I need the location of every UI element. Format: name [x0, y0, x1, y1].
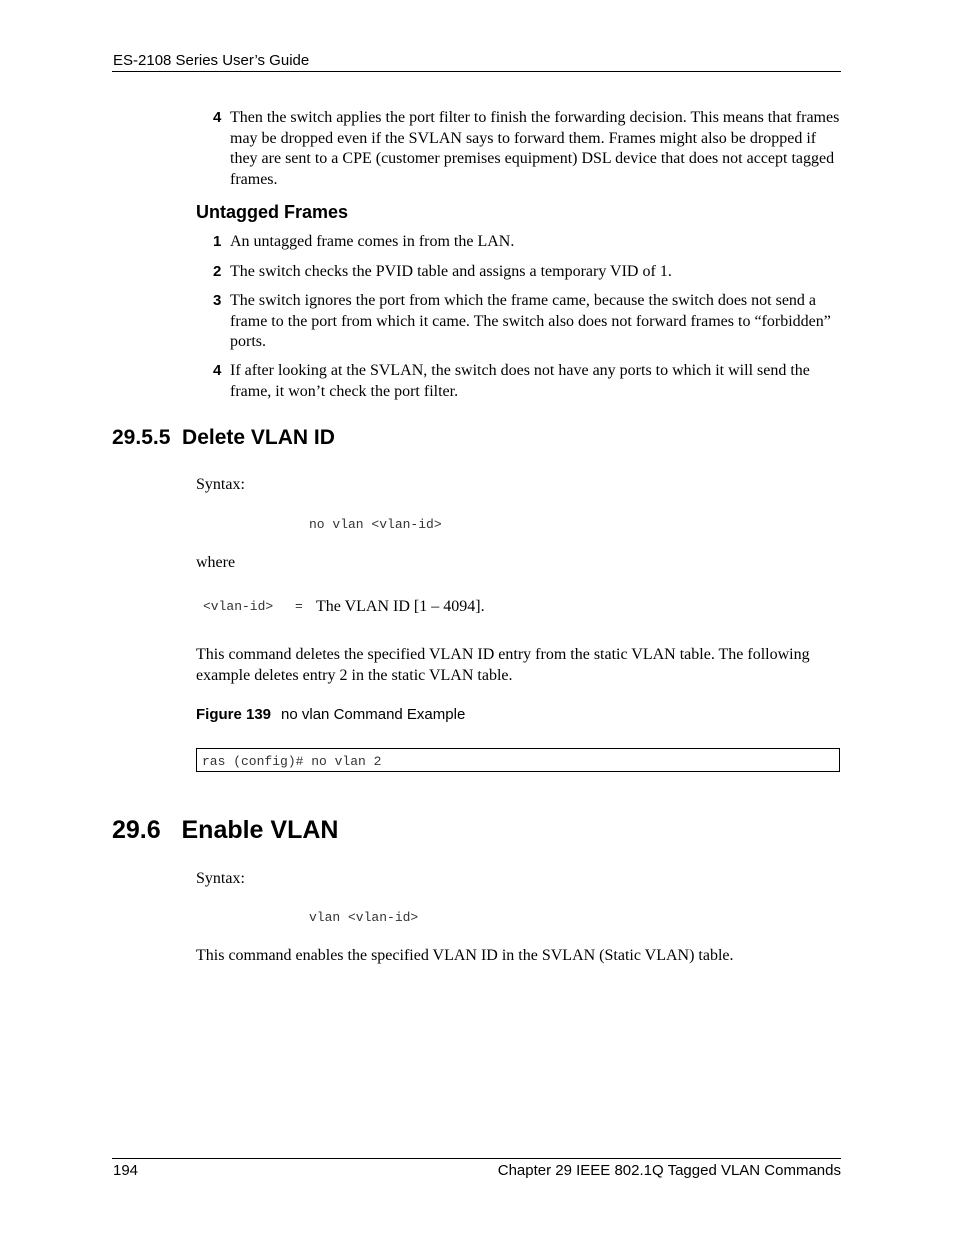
enable-vlan-heading: 29.6 Enable VLAN	[112, 816, 339, 844]
syntax-code: vlan <vlan-id>	[309, 910, 419, 925]
step-text: An untagged frame comes in from the LAN.	[230, 233, 515, 250]
param-description: The VLAN ID [1 – 4094].	[316, 598, 485, 615]
syntax-code: no vlan <vlan-id>	[309, 517, 442, 532]
chapter-title: Chapter 29 IEEE 802.1Q Tagged VLAN Commands	[497, 1162, 841, 1179]
step-text: The switch ignores the port from which the frame came, because the switch does not send a frame to the port from which it came. The switch also does not forward frames to “forbidden” ports.	[230, 292, 831, 350]
syntax-label: Syntax:	[196, 476, 245, 493]
running-header: ES-2108 Series User’s Guide	[113, 52, 310, 69]
page-number: 194	[113, 1162, 139, 1179]
example-code-box	[196, 748, 840, 772]
delete-vlan-heading-text: 29.5.5 Delete VLAN ID	[112, 426, 335, 449]
step-text: If after looking at the SVLAN, the switch does not have any ports to which it will send the frame, it won’t check the port filter.	[230, 362, 810, 400]
footer-rule	[112, 1158, 841, 1159]
step-text: The switch checks the PVID table and assigns a temporary VID of 1.	[230, 263, 672, 280]
untagged-frames-heading: Untagged Frames	[196, 202, 349, 222]
where-label: where	[196, 554, 236, 571]
step-number: 1	[213, 233, 222, 250]
step-text: Then the switch applies the port filter to finish the forwarding decision. This means that frames may be dropped even if the SVLAN says to forward them. Frames might also be dropped if they are sent to a CPE (customer premises equipment) DSL device that does not accept tagged frames.	[230, 109, 840, 188]
step-number: 2	[213, 263, 222, 280]
figure-caption	[196, 706, 465, 723]
param-name: <vlan-id>	[203, 599, 274, 614]
step-number: 4	[213, 109, 222, 126]
syntax-label: Syntax:	[196, 870, 245, 887]
enable-description: This command enables the specified VLAN ID in the SVLAN (Static VLAN) table.	[196, 947, 734, 964]
header-rule	[112, 71, 841, 72]
step-number: 4	[213, 362, 222, 379]
figure-title: no vlan Command Example	[281, 706, 466, 723]
example-code: ras (config)# no vlan 2	[202, 754, 382, 769]
param-equals: =	[295, 599, 303, 614]
step-number: 3	[213, 292, 222, 309]
figure-label: Figure 139	[196, 706, 272, 723]
delete-vlan-heading	[112, 426, 335, 450]
delete-description: This command deletes the specified VLAN ID entry from the static VLAN table. The following example deletes entry 2 in the static VLAN table.	[196, 646, 810, 684]
